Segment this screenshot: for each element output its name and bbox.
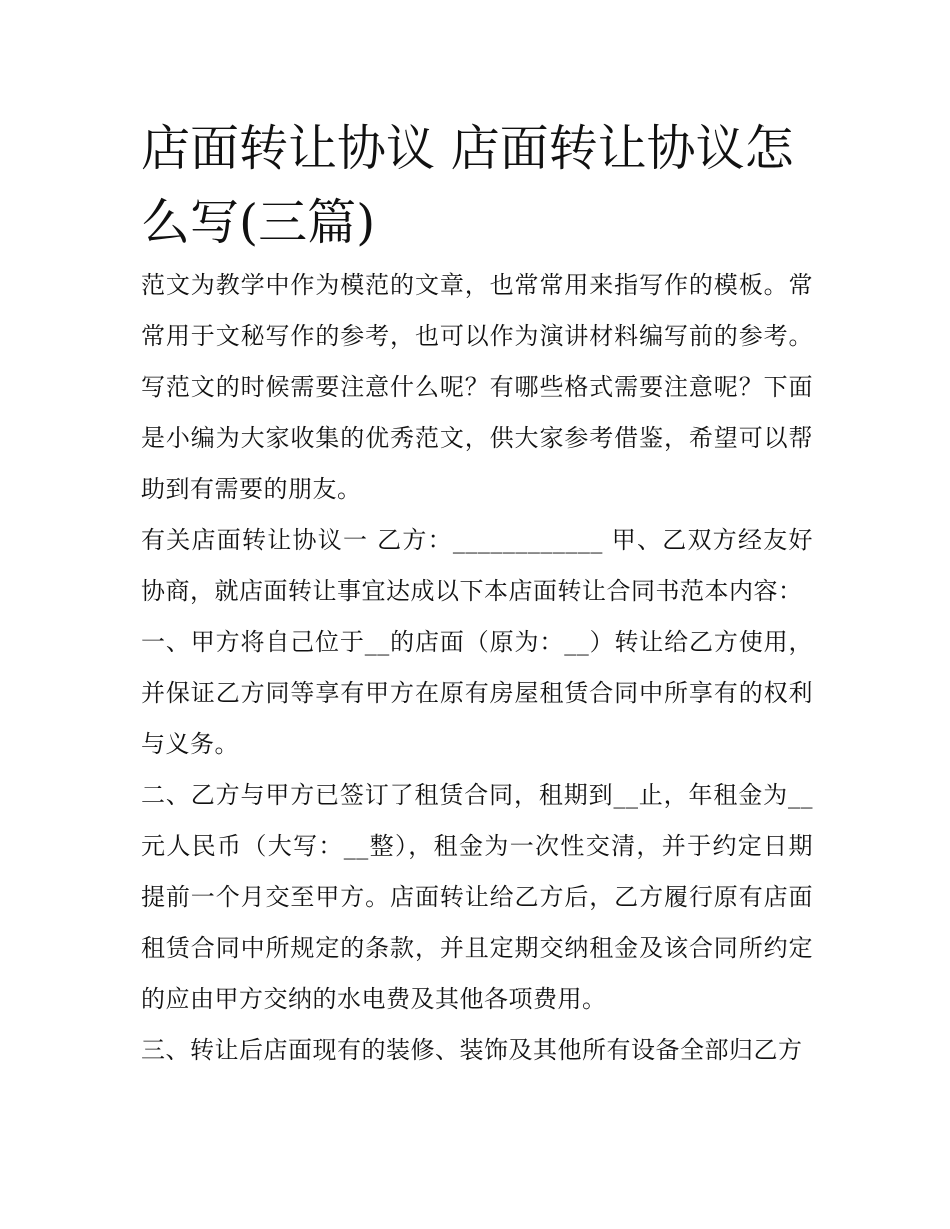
document-title: 店面转让协议 店面转让协议怎么写(三篇) <box>141 120 794 251</box>
paragraph-clause-3: 三、转让后店面现有的装修、装饰及其他所有设备全部归乙方 <box>141 1036 803 1064</box>
document-body <box>141 112 813 1076</box>
paragraph-clause-1: 一、甲方将自己位于__的店面（原为：__）转让给乙方使用，并保证乙方同等享有甲方在原有房屋租赁合同中所享有的权利与义务。 <box>141 628 813 758</box>
paragraph-clause-2: 二、乙方与甲方已签订了租赁合同，租期到__止，年租金为__元人民币（大写：__整），租金为一次性交清，并于约定日期提前一个月交至甲方。店面转让给乙方后，乙方履行原有店面租赁合同中所规定的条款，并且定期交纳租金及该合同所约定的应由甲方交纳的水电费及其他各项费用。 <box>141 781 813 1013</box>
intro-paragraph: 范文为教学中作为模范的文章，也常常用来指写作的模板。常常用于文秘写作的参考，也可以作为演讲材料编写前的参考。写范文的时候需要注意什么呢？有哪些格式需要注意呢？下面是小编为大家收集的优秀范文，供大家参考借鉴，希望可以帮助到有需要的朋友。 <box>141 271 813 503</box>
paragraph-parties: 有关店面转让协议一 乙方：____________ 甲、乙双方经友好协商，就店面转让事宜达成以下本店面转让合同书范本内容： <box>141 526 813 605</box>
